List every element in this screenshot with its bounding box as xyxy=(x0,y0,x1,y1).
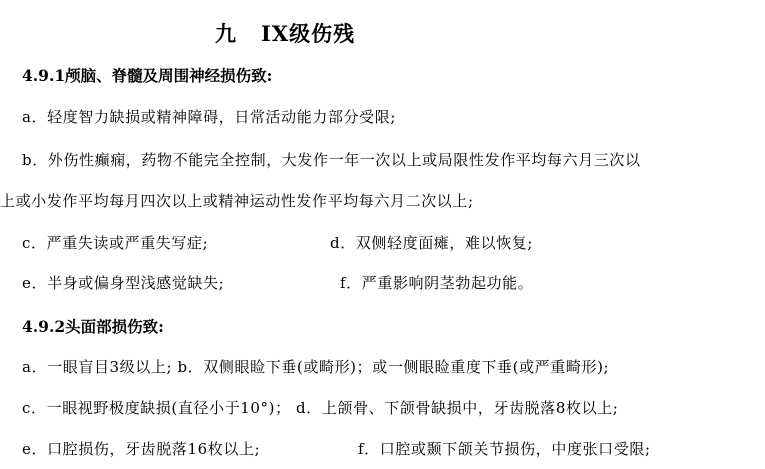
clause-c-alexia: c．严重失读或严重失写症; xyxy=(22,234,209,252)
clause-e-sensory-loss: e．半身或偏身型浅感觉缺失; xyxy=(22,274,225,292)
section-heading-4-9-2: 4.9.2头面部损伤致: xyxy=(22,317,164,336)
title-text: IX级伤残 xyxy=(261,21,356,46)
clause-d-facial-paralysis: d．双侧轻度面瘫，难以恢复; xyxy=(330,234,534,252)
clause-a-b-eye-eyelid: a．一眼盲目3级以上; b．双侧眼睑下垂(或畸形)；或一侧眼睑重度下垂(或严重畸形); xyxy=(22,358,610,376)
clause-b-epilepsy-continued: 上或小发作平均每月四次以上或精神运动性发作平均每六月二次以上; xyxy=(0,192,474,210)
clause-f-erectile-function: f．严重影响阴茎勃起功能。 xyxy=(340,274,534,292)
clause-a-intellect: a．轻度智力缺损或精神障碍，日常活动能力部分受限; xyxy=(22,108,396,126)
page-title xyxy=(215,18,355,48)
clause-b-epilepsy: b．外伤性癫痫，药物不能完全控制，大发作一年一次以上或局限性发作平均每六月三次以 xyxy=(22,151,641,169)
clause-e-oral-injury: e．口腔损伤，牙齿脱落16枚以上; xyxy=(22,440,261,458)
clause-c-d-visual-field-jaw: c．一眼视野极度缺损(直径小于10°)； d．上颌骨、下颌骨缺损中，牙齿脱落8枚以上; xyxy=(22,399,619,417)
title-number: 九 xyxy=(215,21,237,46)
section-heading-4-9-1: 4.9.1颅脑、脊髓及周围神经损伤致: xyxy=(22,66,273,85)
clause-f-mouth-opening: f．口腔或颞下颌关节损伤，中度张口受限; xyxy=(358,440,651,458)
